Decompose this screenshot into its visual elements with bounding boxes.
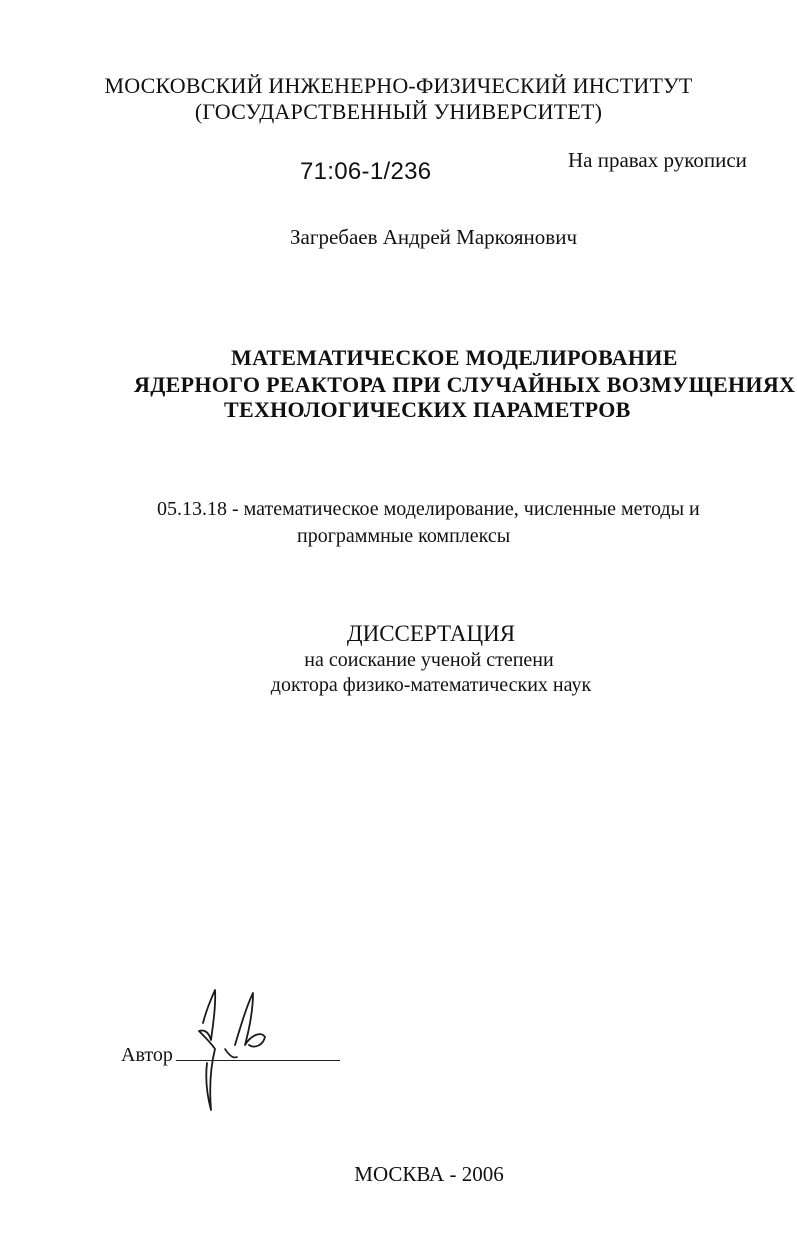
degree-line1: на соискание ученой степени [304, 649, 554, 671]
title-line2: ЯДЕРНОГО РЕАКТОРА ПРИ СЛУЧАЙНЫХ ВОЗМУЩЕНИЯХ [134, 372, 796, 397]
place-and-year: МОСКВА - 2006 [354, 1162, 504, 1186]
author-name: Загребаев Андрей Маркоянович [290, 225, 578, 249]
specialty-line2: программные комплексы [297, 525, 511, 547]
handwritten-signature [185, 985, 285, 1115]
institute-name-line2: (ГОСУДАРСТВЕННЫЙ УНИВЕРСИТЕТ) [194, 99, 603, 124]
title-line1: МАТЕМАТИЧЕСКОЕ МОДЕЛИРОВАНИЕ [231, 345, 678, 370]
degree-line2: доктора физико-математических наук [270, 674, 592, 696]
specialty-line1: 05.13.18 - математическое моделирование, численные методы и [157, 498, 700, 520]
dissertation-heading: ДИССЕРТАЦИЯ [346, 621, 516, 646]
catalog-number-stamp: 71:06-1/236 [300, 158, 432, 185]
title-line3: ТЕХНОЛОГИЧЕСКИХ ПАРАМЕТРОВ [224, 397, 631, 422]
signature-label: Автор [121, 1044, 173, 1066]
institute-name-line1: МОСКОВСКИЙ ИНЖЕНЕРНО-ФИЗИЧЕСКИЙ ИНСТИТУТ [104, 73, 693, 98]
manuscript-rights-note: На правах рукописи [568, 148, 747, 172]
